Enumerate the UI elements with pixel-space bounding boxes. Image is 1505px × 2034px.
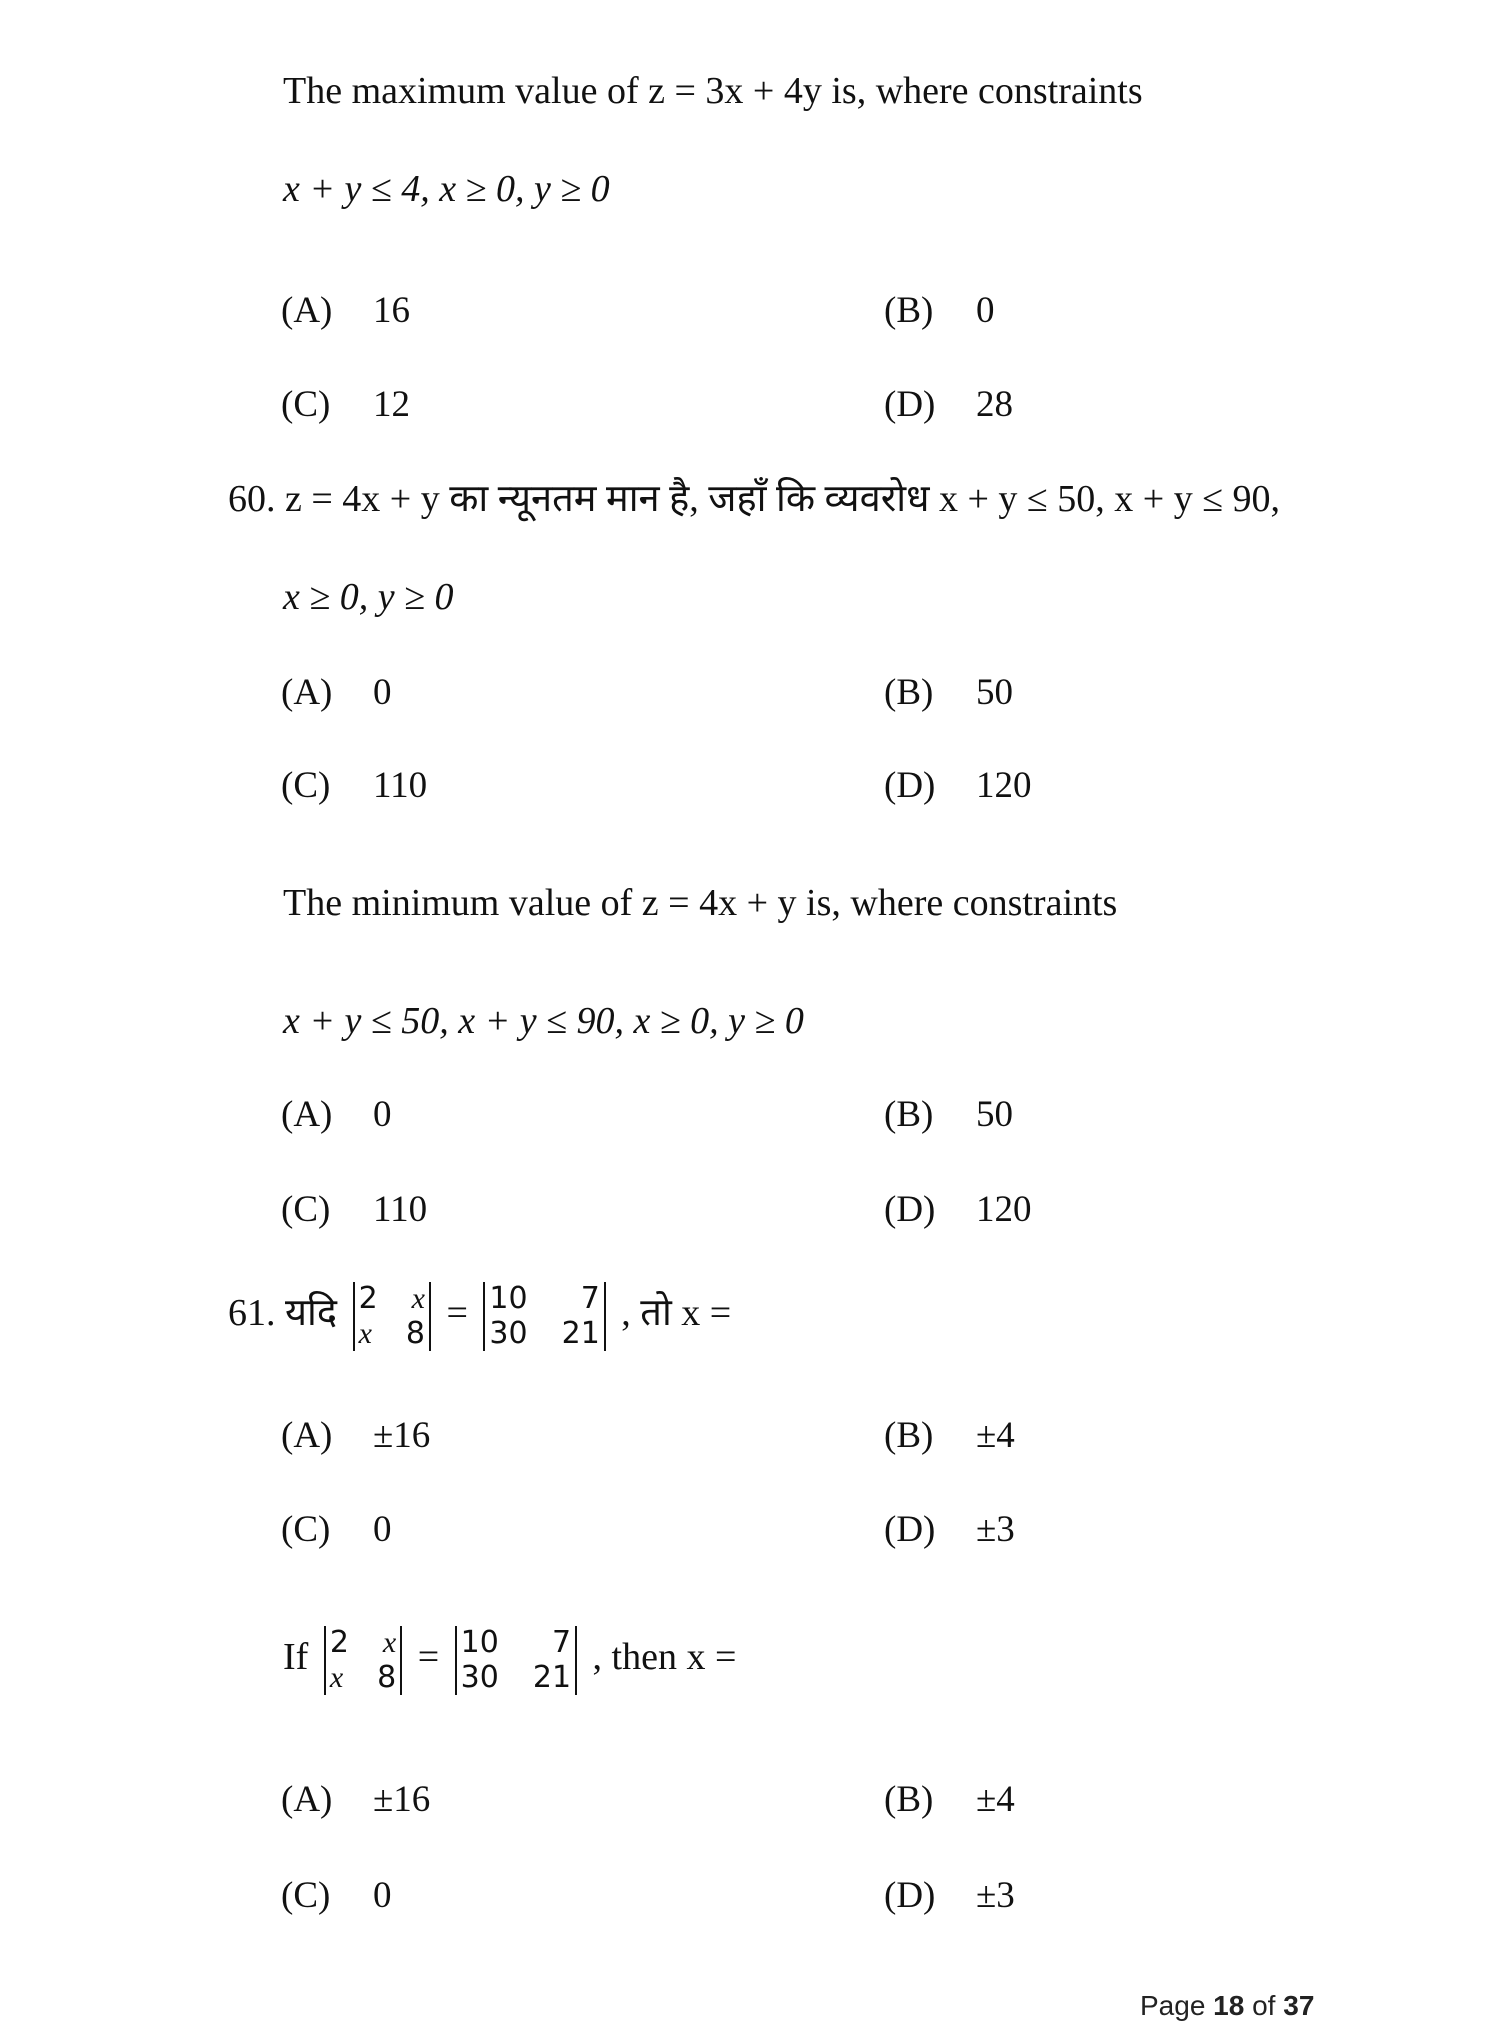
- det-cell: x: [382, 1626, 397, 1659]
- q60-hi-option-d: [884, 767, 1032, 804]
- q61-en-option-b: [884, 1781, 1015, 1818]
- det-cell: 30: [489, 1315, 528, 1351]
- det-cell: 21: [532, 1659, 572, 1695]
- option-value: 12: [373, 384, 410, 425]
- question-prefix: यदि: [285, 1292, 338, 1335]
- q59-stem: The maximum value of z = 3x + 4y is, where constraints: [283, 70, 1143, 112]
- right-determinant: [483, 1282, 605, 1351]
- option-value: 0: [373, 672, 392, 713]
- question-prefix: If: [283, 1636, 309, 1679]
- option-label: (B): [884, 672, 934, 713]
- q60-hi-option-a: [281, 674, 392, 711]
- q61-hi-option-c: [281, 1511, 392, 1548]
- det-cell: 10: [489, 1281, 528, 1316]
- det-cell: 21: [561, 1315, 600, 1351]
- page-number: [1140, 1990, 1314, 2022]
- option-label: (B): [884, 1779, 934, 1820]
- det-cell: 8: [377, 1659, 397, 1695]
- option-value: 0: [373, 1509, 392, 1550]
- option-label: (B): [884, 1415, 934, 1456]
- left-determinant: [324, 1626, 402, 1695]
- q61-hi-option-b: [884, 1417, 1015, 1454]
- option-value: ±3: [976, 1509, 1015, 1550]
- option-label: (A): [281, 672, 333, 713]
- question-number: 61.: [228, 1292, 276, 1335]
- option-value: ±16: [373, 1415, 431, 1456]
- option-label: (C): [281, 384, 331, 425]
- q60-en-option-b: [884, 1096, 1013, 1133]
- q59-option-c: [281, 386, 410, 423]
- q59-option-b: [884, 292, 995, 329]
- option-value: 120: [976, 765, 1032, 806]
- option-label: (D): [884, 384, 936, 425]
- option-value: 16: [373, 290, 410, 331]
- current-page: 18: [1213, 1990, 1245, 2021]
- det-cell: x: [358, 1316, 372, 1350]
- option-label: (A): [281, 290, 333, 331]
- option-value: 120: [976, 1189, 1032, 1230]
- question-suffix: , then x =: [592, 1636, 737, 1679]
- option-label: (D): [884, 1509, 936, 1550]
- det-cell: 2: [358, 1281, 378, 1316]
- option-value: ±16: [373, 1779, 431, 1820]
- det-cell: 7: [551, 1625, 572, 1660]
- question-suffix: , तो x =: [621, 1292, 732, 1335]
- option-label: (B): [884, 1094, 934, 1135]
- q61-en-option-c: [281, 1877, 392, 1914]
- q61-en-option-a: [281, 1781, 430, 1818]
- q61-en-stem: [283, 1626, 736, 1695]
- det-cell: 7: [580, 1281, 600, 1316]
- q61-hi-stem: [228, 1282, 731, 1351]
- option-label: (D): [884, 765, 936, 806]
- q60-hi-constraints: x ≥ 0, y ≥ 0: [283, 576, 454, 618]
- q59-option-a: [281, 292, 410, 329]
- option-value: 0: [976, 290, 995, 331]
- q59-option-d: [884, 386, 1013, 423]
- option-label: (A): [281, 1094, 333, 1135]
- option-value: 50: [976, 1094, 1013, 1135]
- option-value: ±3: [976, 1875, 1015, 1916]
- option-label: (C): [281, 765, 331, 806]
- option-label: (C): [281, 1189, 331, 1230]
- left-determinant: [353, 1282, 431, 1351]
- total-pages: 37: [1283, 1990, 1315, 2021]
- option-label: (C): [281, 1509, 331, 1550]
- page-of: of: [1244, 1990, 1284, 2021]
- right-determinant: [455, 1626, 577, 1695]
- det-cell: 8: [405, 1315, 425, 1351]
- det-cell: x: [411, 1282, 425, 1315]
- question-number: 60.: [228, 478, 276, 520]
- option-label: (B): [884, 290, 934, 331]
- det-cell: 10: [460, 1625, 499, 1660]
- q59-constraints: x + y ≤ 4, x ≥ 0, y ≥ 0: [283, 168, 610, 210]
- option-label: (C): [281, 1875, 331, 1916]
- option-value: 0: [373, 1094, 392, 1135]
- q60-en-constraints: x + y ≤ 50, x + y ≤ 90, x ≥ 0, y ≥ 0: [283, 1000, 804, 1042]
- q60-hi-stem: [228, 480, 1280, 518]
- equals-sign: =: [417, 1636, 440, 1679]
- det-cell: x: [329, 1660, 344, 1694]
- q60-hi-option-b: [884, 674, 1013, 711]
- page-prefix: Page: [1140, 1990, 1214, 2021]
- det-cell: 30: [460, 1659, 499, 1695]
- option-label: (D): [884, 1875, 936, 1916]
- q61-en-option-d: [884, 1877, 1015, 1914]
- option-value: 110: [373, 1189, 428, 1230]
- option-value: ±4: [976, 1779, 1015, 1820]
- option-value: 110: [373, 765, 428, 806]
- option-label: (A): [281, 1779, 333, 1820]
- q61-hi-option-d: [884, 1511, 1015, 1548]
- option-value: ±4: [976, 1415, 1015, 1456]
- q60-en-stem: The minimum value of z = 4x + y is, where constraints: [283, 882, 1118, 924]
- q60-en-option-d: [884, 1191, 1032, 1228]
- det-cell: 2: [329, 1625, 349, 1660]
- option-label: (A): [281, 1415, 333, 1456]
- question-text: z = 4x + y का न्यूनतम मान है, जहाँ कि व्यवरोध x + y ≤ 50, x + y ≤ 90,: [285, 478, 1281, 520]
- option-value: 0: [373, 1875, 392, 1916]
- option-label: (D): [884, 1189, 936, 1230]
- option-value: 50: [976, 672, 1013, 713]
- equals-sign: =: [446, 1292, 468, 1335]
- q60-hi-option-c: [281, 767, 427, 804]
- option-value: 28: [976, 384, 1013, 425]
- q61-hi-option-a: [281, 1417, 430, 1454]
- q60-en-option-a: [281, 1096, 392, 1133]
- q60-en-option-c: [281, 1191, 427, 1228]
